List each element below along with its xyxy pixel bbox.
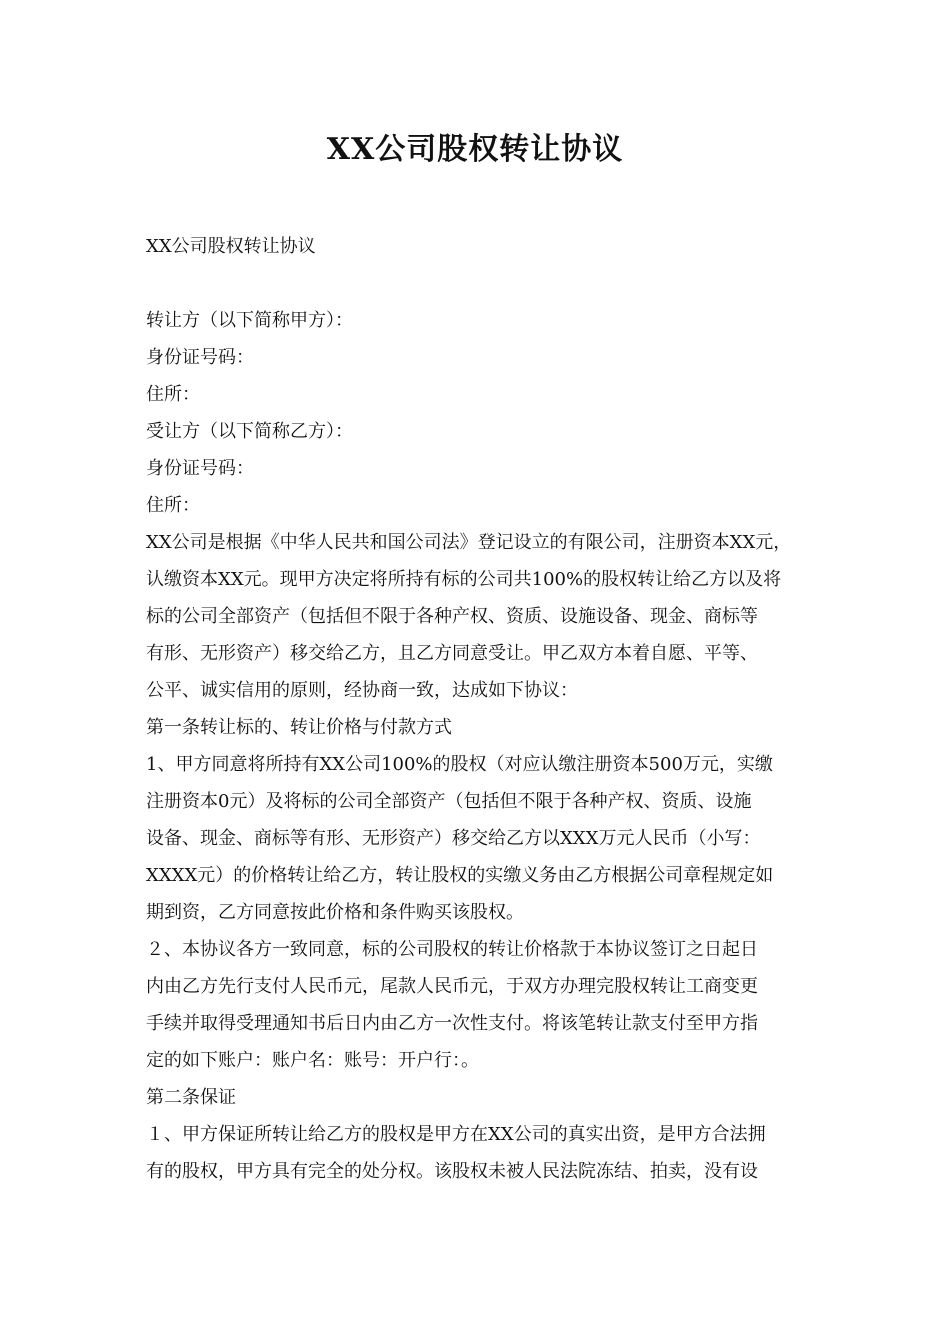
document-title: XX公司股权转让协议 — [326, 132, 624, 167]
text-line: 受让方（以下简称乙方）： — [146, 421, 353, 442]
section-heading: 第二条保证 — [146, 1087, 236, 1108]
text-line: 认缴资本XX元。现甲方决定将所持有标的公司共100%的股权转让给乙方以及将 — [146, 569, 782, 590]
text-line: 身份证号码： — [146, 347, 254, 368]
text-line: 内由乙方先行支付人民币元，尾款人民币元，于双方办理完股权转让工商变更 — [146, 976, 758, 997]
document-body — [146, 228, 814, 1190]
text-line: 转让方（以下简称甲方）： — [146, 310, 353, 331]
text-line: 期到资，乙方同意按此价格和条件购买该股权。 — [146, 902, 524, 923]
text-line: 住所： — [146, 384, 200, 405]
text-line: 1、甲方同意将所持有XX公司100%的股权（对应认缴注册资本500万元，实缴 — [146, 754, 773, 775]
text-line: XXXX元）的价格转让给乙方，转让股权的实缴义务由乙方根据公司章程规定如 — [146, 865, 774, 886]
text-line: 标的公司全部资产（包括但不限于各种产权、资质、设施设备、现金、商标等 — [146, 606, 758, 627]
document-subtitle: XX公司股权转让协议 — [146, 236, 316, 257]
text-line: １、甲方保证所转让给乙方的股权是甲方在XX公司的真实出资，是甲方合法拥 — [146, 1124, 766, 1145]
text-line: 住所： — [146, 495, 200, 516]
text-line: ２、本协议各方一致同意，标的公司股权的转让价格款于本协议签订之日起日 — [146, 939, 758, 960]
text-line: 设备、现金、商标等有形、无形资产）移交给乙方以XXX万元人民币（小写： — [146, 828, 761, 849]
section-heading: 第一条转让标的、转让价格与付款方式 — [146, 717, 452, 738]
text-line: 手续并取得受理通知书后日内由乙方一次性支付。将该笔转让款支付至甲方指 — [146, 1013, 758, 1034]
text-line: 公平、诚实信用的原则，经协商一致，达成如下协议： — [146, 680, 578, 701]
text-line: 身份证号码： — [146, 458, 254, 479]
text-line: 定的如下账户：账户名：账号：开户行：。 — [146, 1050, 479, 1071]
text-line: 注册资本0元）及将标的公司全部资产（包括但不限于各种产权、资质、设施 — [146, 791, 752, 812]
text-line: 有的股权，甲方具有完全的处分权。该股权未被人民法院冻结、拍卖，没有设 — [146, 1161, 758, 1182]
text-line: XX公司是根据《中华人民共和国公司法》登记设立的有限公司，注册资本XX元， — [146, 532, 792, 553]
text-line: 有形、无形资产）移交给乙方，且乙方同意受让。甲乙双方本着自愿、平等、 — [146, 643, 758, 664]
